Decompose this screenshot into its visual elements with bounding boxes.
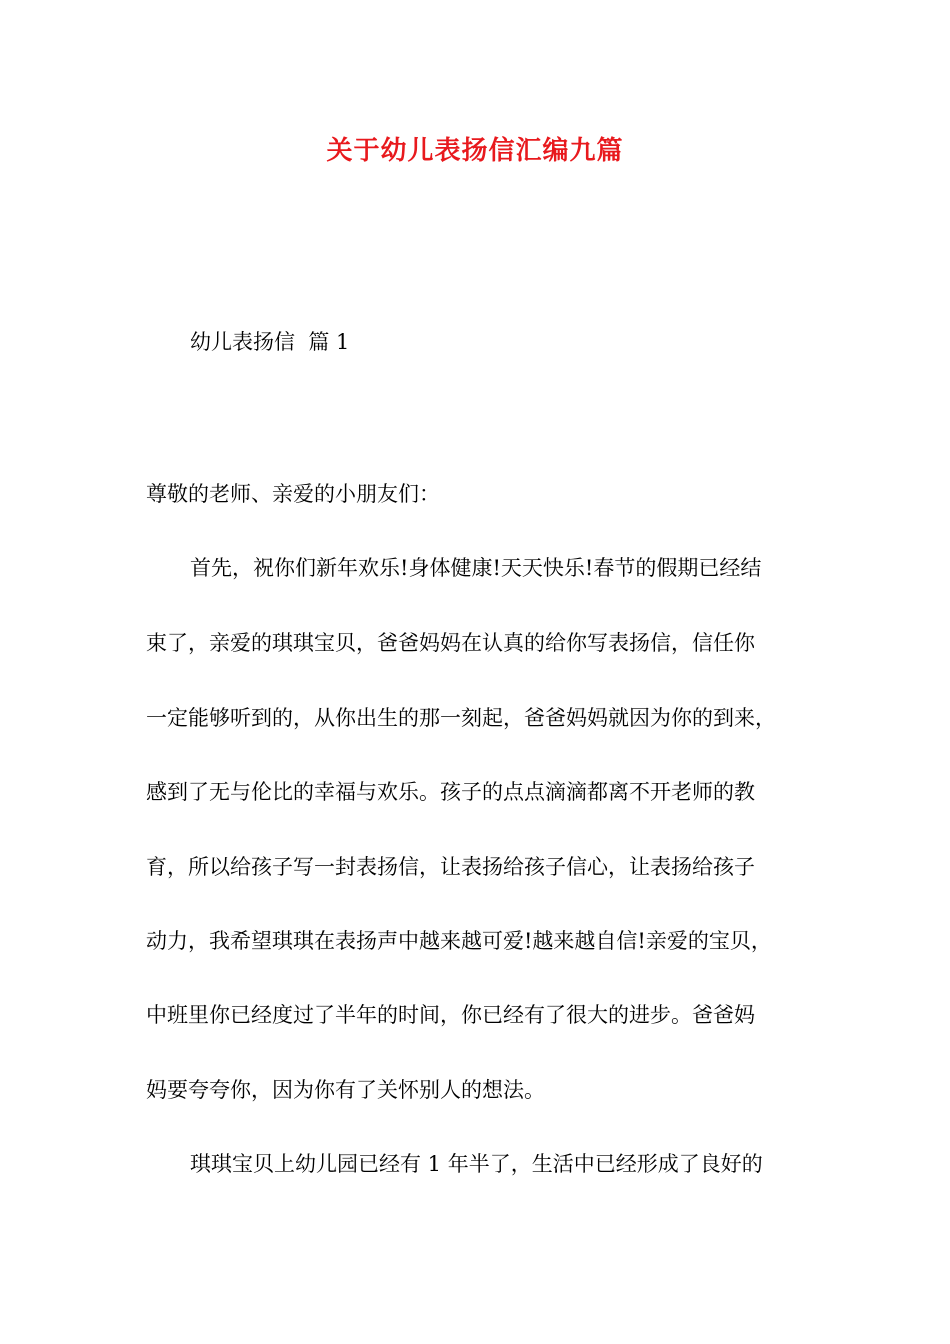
paragraph-line: 琪琪宝贝上幼儿园已经有 1 年半了，生活中已经形成了良好的 [190,1152,763,1176]
salutation: 尊敬的老师、亲爱的小朋友们： [146,482,440,506]
paragraph-line: 中班里你已经度过了半年的时间，你已经有了很大的进步。爸爸妈 [146,1003,755,1027]
paragraph-line: 一定能够听到的，从你出生的那一刻起，爸爸妈妈就因为你的到来， [146,706,776,730]
paragraph-line: 动力，我希望琪琪在表扬声中越来越可爱!越来越自信!亲爱的宝贝， [146,929,772,953]
paragraph-line: 育，所以给孩子写一封表扬信，让表扬给孩子信心，让表扬给孩子 [146,855,755,879]
section-heading: 幼儿表扬信 篇 1 [190,330,350,354]
paragraph-line: 束了，亲爱的琪琪宝贝，爸爸妈妈在认真的给你写表扬信，信任你 [146,631,755,655]
paragraph-line: 妈要夸夸你，因为你有了关怀别人的想法。 [146,1078,545,1102]
paragraph-line: 感到了无与伦比的幸福与欢乐。孩子的点点滴滴都离不开老师的教 [146,780,755,804]
paragraph-line: 首先，祝你们新年欢乐!身体健康!天天快乐!春节的假期已经结 [190,556,762,580]
document-title: 关于幼儿表扬信汇编九篇 [326,136,624,166]
